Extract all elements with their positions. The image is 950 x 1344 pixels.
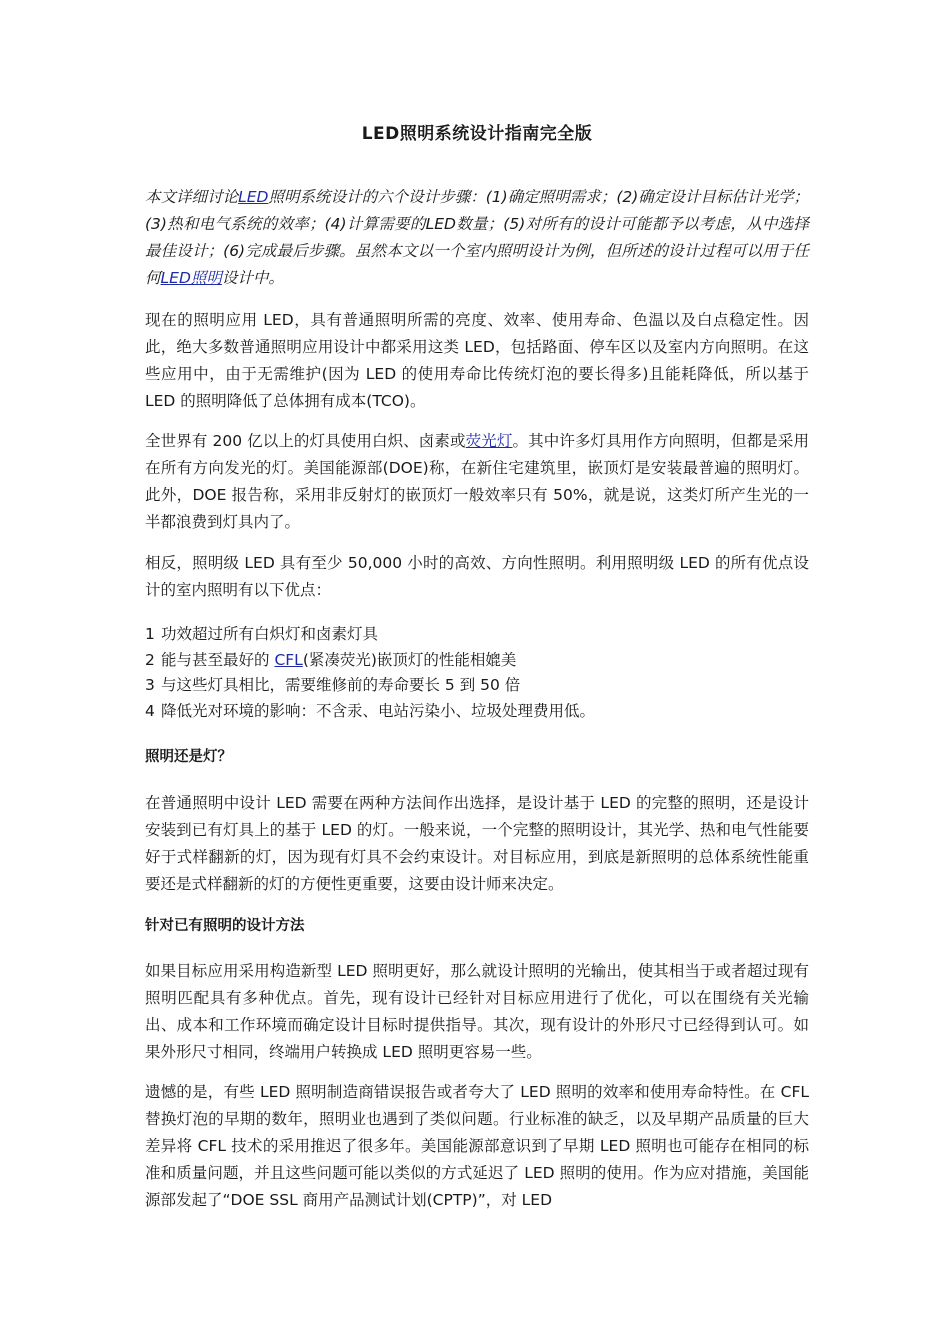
list-item-number: 4	[145, 701, 155, 720]
list-item-text-start: 能与甚至最好的	[161, 650, 275, 669]
list-item	[145, 622, 809, 648]
cfl-link[interactable]: CFL	[274, 650, 303, 669]
paragraph-world-lamps-end: 。其中许多灯具用作方向照明，但都是采用在所有方向发光的灯。美国能源部(DOE)称，在新住宅建筑里，嵌顶灯是安装最普遍的照明灯。此外，DOE 报告称，采用非反射灯的嵌顶灯一般效率只有 50%，就是说，这类灯所产生光的一半都浪费到灯具内了。	[145, 432, 809, 531]
paragraph-led-applications: 现在的照明应用 LED，具有普通照明所需的亮度、效率、使用寿命、色温以及白点稳定性。因此，绝大多数普通照明应用设计中都采用这类 LED，包括路面、停车区以及室内方向照明。在这些应用中，由于无需维护(因为 LED 的使用寿命比传统灯泡的要长得多)且能耗降低，所以基于 LED 的照明降低了总体拥有成本(TCO)。	[145, 311, 809, 410]
list-item	[145, 673, 809, 699]
paragraph-lighting-grade-led: 相反，照明级 LED 具有至少 50,000 小时的高效、方向性照明。利用照明级 LED 的所有优点设计的室内照明有以下优点：	[145, 554, 809, 599]
list-item-number: 2	[145, 650, 155, 669]
led-lighting-link[interactable]: LED照明	[160, 269, 222, 287]
list-item-number: 3	[145, 676, 155, 694]
paragraph-world-lamps-start: 全世界有 200 亿以上的灯具使用白炽、卤素或	[145, 432, 466, 450]
intro-paragraph	[145, 184, 809, 292]
advantages-list	[145, 622, 809, 724]
list-item-text-end: (紧凑荧光)嵌顶灯的性能相媲美	[302, 650, 517, 669]
paragraph-design-method: 如果目标应用采用构造新型 LED 照明更好，那么就设计照明的光输出，使其相当于或者超过现有照明匹配具有多种优点。首先，现有设计已经针对目标应用进行了优化，可以在围绕有关光输出、成本和工作环境而确定设计目标时提供指导。其次，现有设计的外形尺寸已经得到认可。如果外形尺寸相同，终端用户转换成 LED 照明更容易一些。	[145, 962, 809, 1061]
paragraph-industry-standards: 遗憾的是，有些 LED 照明制造商错误报告或者夸大了 LED 照明的效率和使用寿命特性。在 CFL 替换灯泡的早期的数年，照明业也遇到了类似问题。行业标准的缺乏，以及早期产品质量的巨大差异将 CFL 技术的采用推迟了很多年。美国能源部意识到了早期 LED 照明也可能存在相同的标准和质量问题，并且这些问题可能以类似的方式延迟了 LED 照明的使用。作为应对措施，美国能源部发起了“DOE SSL 商用产品测试计划(CPTP)”，对 LED	[145, 1083, 809, 1209]
section-heading-existing-lighting: 针对已有照明的设计方法	[145, 918, 305, 934]
section-heading-lighting-or-lamp: 照明还是灯？	[145, 749, 232, 765]
list-item-text: 降低光对环境的影响：不含汞、电站污染小、垃圾处理费用低。	[161, 701, 596, 720]
led-link[interactable]: LED	[238, 188, 269, 206]
page-title: LED照明系统设计指南完全版	[361, 124, 593, 144]
list-item-text: 与这些灯具相比，需要维修前的寿命要长 5 到 50 倍	[161, 676, 521, 694]
list-item-number: 1	[145, 625, 155, 643]
fluorescent-lamp-link[interactable]: 荧光灯	[465, 432, 513, 450]
list-item-text: 功效超过所有白炽灯和卤素灯具	[161, 625, 379, 643]
intro-text-middle: 照明系统设计的六个设计步骤：(1)确定照明需求；(2)确定设计目标估计光学；(3)热和电气系统的效率；(4)计算需要的LED数量；(5)对所有的设计可能都予以考虑，从中选择最佳设计；(6)完成最后步骤。虽然本文以一个室内照明设计为例，但所述的设计过程可以用于任何	[145, 188, 809, 287]
intro-text-end: 设计中。	[221, 269, 284, 287]
paragraph-design-choice: 在普通照明中设计 LED 需要在两种方法间作出选择，是设计基于 LED 的完整的照明，还是设计安装到已有灯具上的基于 LED 的灯。一般来说，一个完整的照明设计，其光学、热和电气性能要好于式样翻新的灯，因为现有灯具不会约束设计。对目标应用，到底是新照明的总体系统性能重要还是式样翻新的灯的方便性更重要，这要由设计师来决定。	[145, 794, 809, 893]
paragraph-world-lamps	[145, 428, 809, 536]
list-item	[145, 699, 809, 725]
list-item	[145, 648, 809, 674]
intro-text-start: 本文详细讨论	[145, 188, 239, 206]
